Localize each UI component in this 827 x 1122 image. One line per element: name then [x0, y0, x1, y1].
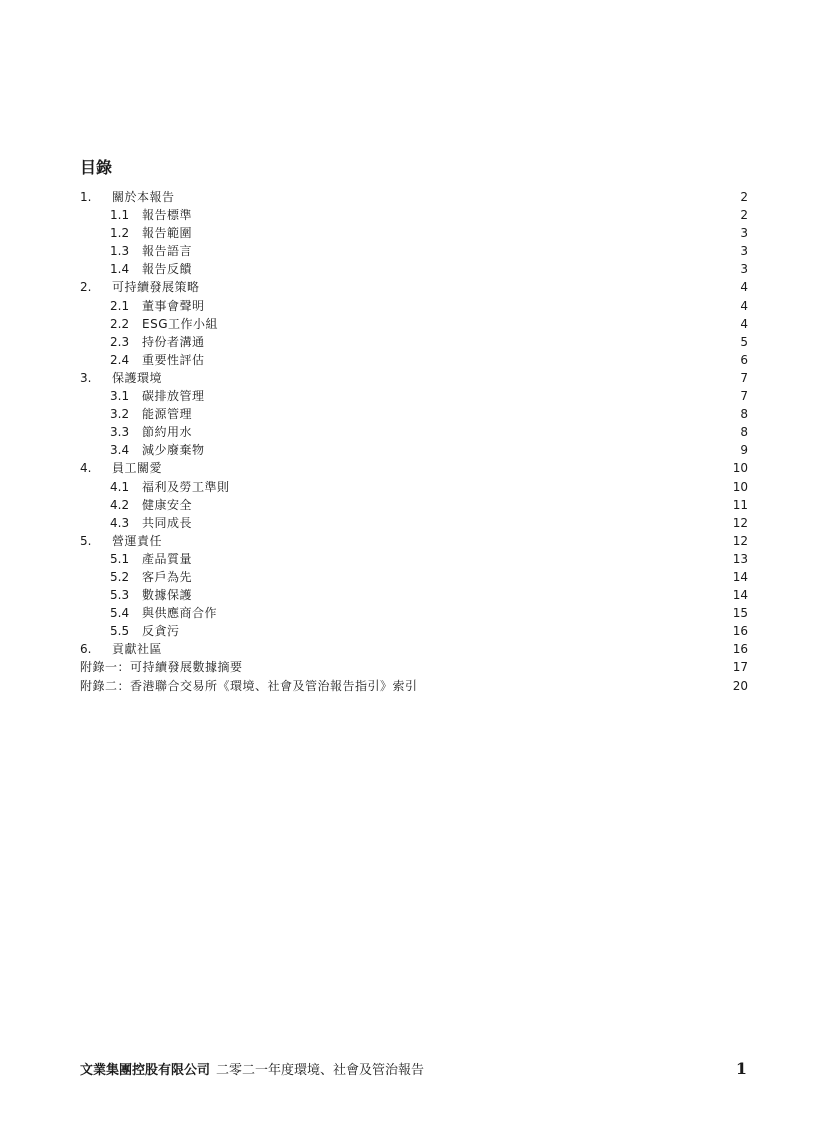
toc-entry-label: 營運責任	[112, 533, 163, 548]
toc-entry-label: 保護環境	[112, 370, 163, 385]
toc-subsection-entry[interactable]	[80, 315, 748, 333]
toc-subsection-entry[interactable]	[80, 586, 748, 604]
footer-report-title: 二零二一年度環境、社會及管治報告	[216, 1063, 425, 1078]
toc-entry-number: 1.	[80, 190, 92, 204]
toc-section-entry[interactable]	[80, 188, 748, 206]
toc-entry-page: 2	[740, 190, 748, 204]
toc-entry-label: 報告標準	[142, 208, 193, 223]
toc-subsection-entry[interactable]	[80, 423, 748, 441]
toc-entry-page: 8	[740, 425, 748, 440]
toc-appendix-entry[interactable]	[80, 658, 748, 676]
toc-entry-page: 14	[732, 588, 748, 603]
toc-entry-number: 1.1	[110, 208, 130, 223]
toc-entry-page: 10	[732, 461, 748, 476]
toc-entry-page: 13	[732, 551, 748, 566]
toc-subsection-entry[interactable]	[80, 297, 748, 315]
toc-section-entry[interactable]	[80, 532, 748, 550]
toc-entry-number: 5.2	[110, 569, 130, 584]
toc-subsection-entry[interactable]	[80, 478, 748, 496]
toc-entry-label: 附錄二：香港聯合交易所《環境、社會及管治報告指引》索引	[80, 678, 418, 693]
table-of-contents	[80, 188, 748, 695]
toc-subsection-entry[interactable]	[80, 224, 748, 242]
toc-entry-page: 3	[740, 262, 748, 277]
toc-entry-label: 福利及勞工準則	[142, 479, 230, 494]
toc-entry-label: 持份者溝通	[142, 334, 205, 349]
toc-entry-page: 11	[732, 497, 748, 512]
toc-entry-number: 3.3	[110, 425, 130, 440]
toc-entry-number: 6.	[80, 642, 92, 657]
toc-entry-page: 3	[740, 244, 748, 259]
toc-entry-label: 重要性評估	[142, 352, 205, 367]
toc-subsection-entry[interactable]	[80, 333, 748, 351]
toc-subsection-entry[interactable]	[80, 387, 748, 405]
toc-entry-label: 反貪污	[142, 624, 180, 639]
toc-entry-page: 6	[740, 352, 748, 367]
toc-entry-label: 節約用水	[142, 425, 193, 440]
toc-entry-number: 2.4	[110, 352, 130, 367]
toc-entry-label: 共同成長	[142, 515, 193, 530]
toc-subsection-entry[interactable]	[80, 550, 748, 568]
toc-entry-page: 15	[732, 606, 748, 621]
toc-subsection-entry[interactable]	[80, 514, 748, 532]
toc-entry-number: 4.	[80, 461, 92, 476]
toc-subsection-entry[interactable]	[80, 351, 748, 369]
toc-subsection-entry[interactable]	[80, 206, 748, 224]
toc-entry-number: 2.1	[110, 298, 130, 313]
toc-entry-number: 5.4	[110, 606, 130, 621]
toc-entry-label: 客戶為先	[142, 569, 193, 584]
footer-company-name: 文業集團控股有限公司	[80, 1063, 211, 1078]
toc-section-entry[interactable]	[80, 640, 748, 658]
toc-entry-page: 2	[740, 208, 748, 223]
toc-entry-number: 4.2	[110, 497, 130, 512]
toc-entry-number: 2.3	[110, 334, 130, 349]
toc-entry-page: 4	[740, 298, 748, 313]
toc-entry-page: 7	[740, 389, 748, 404]
toc-entry-number: 3.4	[110, 443, 130, 458]
toc-entry-number: 3.	[80, 370, 92, 385]
toc-subsection-entry[interactable]	[80, 260, 748, 278]
toc-entry-number: 3.2	[110, 407, 130, 422]
toc-entry-page: 12	[732, 533, 748, 548]
toc-entry-label: 健康安全	[142, 497, 193, 512]
toc-entry-label: 數據保護	[142, 588, 193, 603]
toc-entry-number: 5.1	[110, 551, 130, 566]
toc-entry-number: 4.3	[110, 515, 130, 530]
toc-entry-page: 3	[740, 226, 748, 241]
toc-entry-page: 5	[740, 334, 748, 349]
toc-entry-page: 4	[740, 280, 748, 295]
toc-entry-number: 5.3	[110, 588, 130, 603]
toc-subsection-entry[interactable]	[80, 405, 748, 423]
toc-entry-page: 20	[732, 678, 748, 693]
toc-entry-label: 員工關愛	[112, 461, 163, 476]
toc-entry-page: 7	[740, 370, 748, 385]
footer-page-number: 1	[735, 1059, 747, 1078]
page-title: 目錄	[80, 158, 113, 177]
toc-entry-number: 1.4	[110, 262, 130, 277]
toc-entry-number: 1.2	[110, 226, 130, 241]
toc-entry-page: 10	[732, 479, 748, 494]
toc-section-entry[interactable]	[80, 278, 748, 296]
toc-entry-label: ESG工作小組	[142, 316, 218, 331]
toc-section-entry[interactable]	[80, 459, 748, 477]
toc-entry-number: 5.	[80, 533, 92, 548]
toc-entry-label: 附錄一：可持續發展數據摘要	[80, 660, 243, 675]
toc-entry-label: 關於本報告	[112, 190, 175, 204]
toc-entry-number: 5.5	[110, 624, 130, 639]
toc-entry-number: 4.1	[110, 479, 130, 494]
toc-entry-label: 報告範圍	[142, 226, 193, 241]
page-footer	[80, 1059, 747, 1078]
toc-entry-page: 8	[740, 407, 748, 422]
toc-entry-page: 9	[740, 443, 748, 458]
toc-entry-page: 17	[732, 660, 748, 675]
toc-entry-page: 14	[732, 569, 748, 584]
toc-entry-label: 報告語言	[142, 244, 193, 259]
toc-entry-number: 3.1	[110, 389, 130, 404]
toc-subsection-entry[interactable]	[80, 242, 748, 260]
toc-entry-number: 2.2	[110, 316, 130, 331]
toc-section-entry[interactable]	[80, 369, 748, 387]
toc-entry-page: 12	[732, 515, 748, 530]
toc-entry-label: 產品質量	[142, 551, 193, 566]
toc-subsection-entry[interactable]	[80, 496, 748, 514]
toc-entry-label: 與供應商合作	[142, 606, 218, 621]
toc-entry-label: 報告反饋	[142, 262, 193, 277]
toc-entry-label: 可持續發展策略	[112, 280, 200, 295]
toc-entry-page: 4	[740, 316, 748, 331]
toc-entry-label: 貢獻社區	[112, 642, 163, 657]
toc-entry-label: 碳排放管理	[142, 389, 205, 404]
toc-subsection-entry[interactable]	[80, 622, 748, 640]
toc-subsection-entry[interactable]	[80, 604, 748, 622]
toc-entry-number: 2.	[80, 280, 92, 295]
toc-entry-label: 減少廢棄物	[142, 443, 205, 458]
toc-subsection-entry[interactable]	[80, 568, 748, 586]
toc-subsection-entry[interactable]	[80, 441, 748, 459]
toc-entry-label: 董事會聲明	[142, 298, 205, 313]
toc-entry-label: 能源管理	[142, 407, 193, 422]
toc-appendix-entry[interactable]	[80, 677, 748, 695]
toc-entry-number: 1.3	[110, 244, 130, 259]
toc-entry-page: 16	[732, 642, 748, 657]
toc-entry-page: 16	[732, 624, 748, 639]
